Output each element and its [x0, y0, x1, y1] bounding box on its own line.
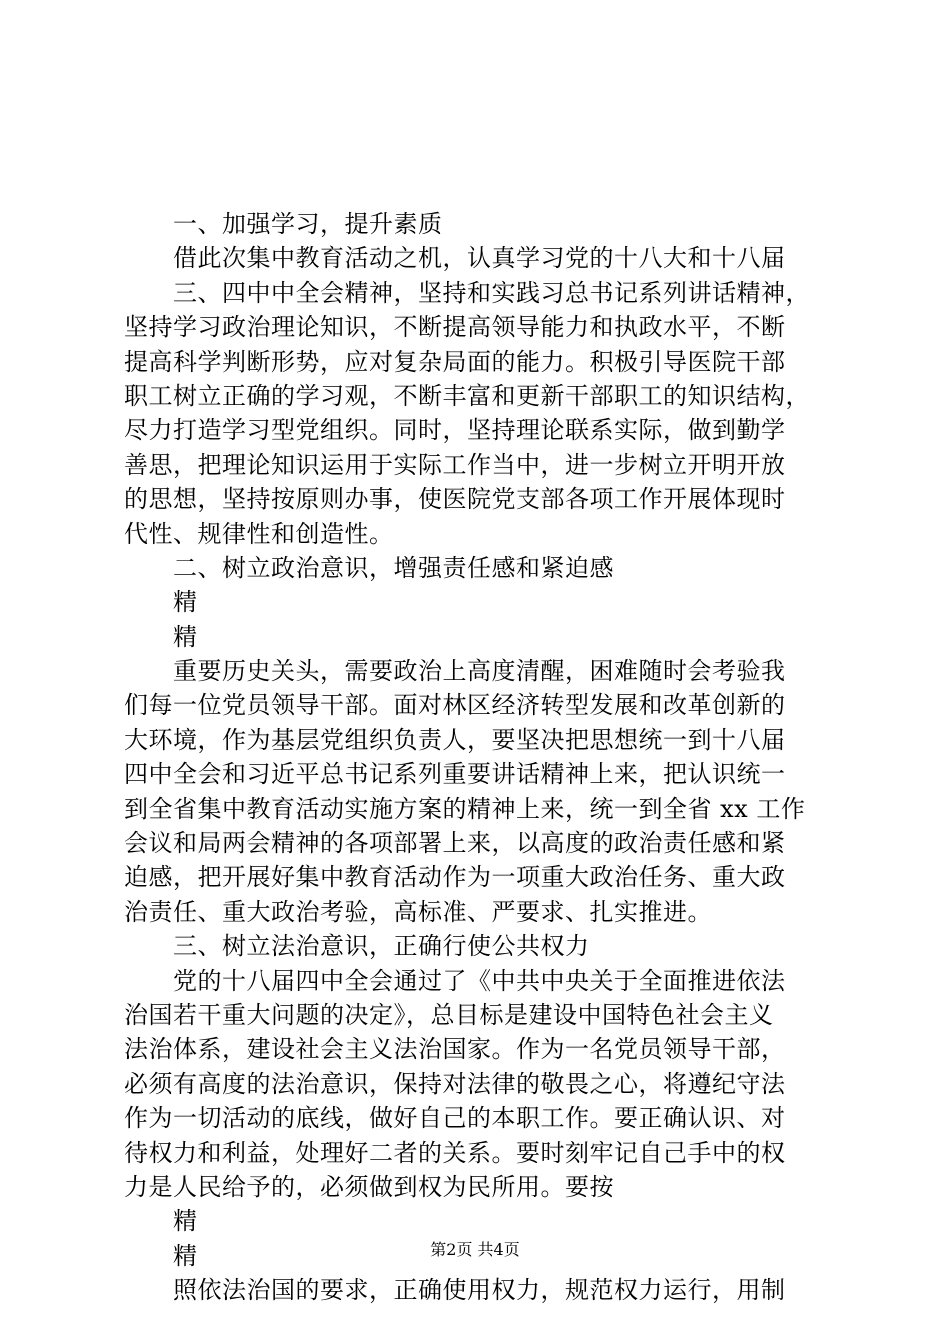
text-line: 到全省集中教育活动实施方案的精神上来，统一到全省 xx 工作: [124, 794, 806, 823]
paragraph: [124, 1273, 844, 1307]
text-line: 精: [173, 622, 198, 651]
text-line: 坚持学习政治理论知识，不断提高领导能力和执政水平，不断: [124, 313, 786, 342]
text-line: 的思想，坚持按原则办事，使医院党支部各项工作开展体现时: [124, 485, 786, 514]
paragraph: [124, 241, 844, 275]
text-line: 尽力打造学习型党组织。同时，坚持理论联系实际，做到勤学: [124, 416, 786, 445]
text-line: 借此次集中教育活动之机，认真学习党的十八大和十八届: [173, 244, 786, 273]
text-line: 代性、规律性和创造性。: [124, 519, 394, 548]
text-line: 二、树立政治意识，增强责任感和紧迫感: [173, 553, 614, 582]
paragraph: [124, 551, 844, 585]
text-line: 治国若干重大问题的决定》，总目标是建设中国特色社会主义: [124, 1000, 774, 1029]
text-line: 照依法治国的要求，正确使用权力，规范权力运行，用制: [173, 1276, 786, 1305]
document-body: [124, 207, 844, 1308]
paragraph: [124, 207, 844, 241]
text-line: 善思，把理论知识运用于实际工作当中，进一步树立开明开放: [124, 450, 786, 479]
text-line: 三、树立法治意识，正确行使公共权力: [173, 932, 590, 961]
paragraph: [124, 1204, 844, 1238]
text-line: 精: [173, 588, 198, 617]
text-line: 大环境，作为基层党组织负责人，要坚决把思想统一到十八届: [124, 725, 786, 754]
text-line: 必须有高度的法治意识，保持对法律的敬畏之心，将遵纪守法: [124, 1069, 786, 1098]
text-line: 一、加强学习，提升素质: [173, 210, 443, 238]
paragraph: [124, 964, 844, 1205]
page-footer: 第2页 共4页: [430, 1240, 520, 1259]
text-line: 待权力和利益，处理好二者的关系。要时刻牢记自己手中的权: [124, 1138, 786, 1167]
paragraph: [124, 929, 844, 963]
text-line: 职工树立正确的学习观，不断丰富和更新干部职工的知识结构，: [124, 381, 810, 410]
text-line: 四中全会和习近平总书记系列重要讲话精神上来，把认识统一: [124, 760, 786, 789]
text-line: 迫感，把开展好集中教育活动作为一项重大政治任务、重大政: [124, 863, 786, 892]
paragraph: [124, 585, 844, 619]
text-line: 治责任、重大政治考验，高标准、严要求、扎实推进。: [124, 897, 712, 926]
text-line: 们每一位党员领导干部。面对林区经济转型发展和改革创新的: [124, 691, 786, 720]
text-line: 三、四中中全会精神，坚持和实践习总书记系列讲话精神，: [173, 278, 810, 307]
text-line: 作为一切活动的底线，做好自己的本职工作。要正确认识、对: [124, 1104, 786, 1133]
text-line: 精: [173, 1241, 198, 1270]
paragraph: [124, 620, 844, 654]
text-line: 法治体系，建设社会主义法治国家。作为一名党员领导干部，: [124, 1035, 786, 1064]
text-line: 重要历史关头，需要政治上高度清醒，困难随时会考验我: [173, 657, 786, 686]
text-line: 提高科学判断形势，应对复杂局面的能力。积极引导医院干部: [124, 347, 786, 376]
text-line: 党的十八届四中全会通过了《中共中央关于全面推进依法: [173, 966, 786, 995]
paragraph: [124, 276, 844, 551]
text-line: 力是人民给予的，必须做到权为民所用。要按: [124, 1172, 614, 1201]
text-line: 精: [173, 1207, 198, 1236]
text-line: 会议和局两会精神的各项部署上来，以高度的政治责任感和紧: [124, 829, 786, 858]
paragraph: [124, 654, 844, 929]
